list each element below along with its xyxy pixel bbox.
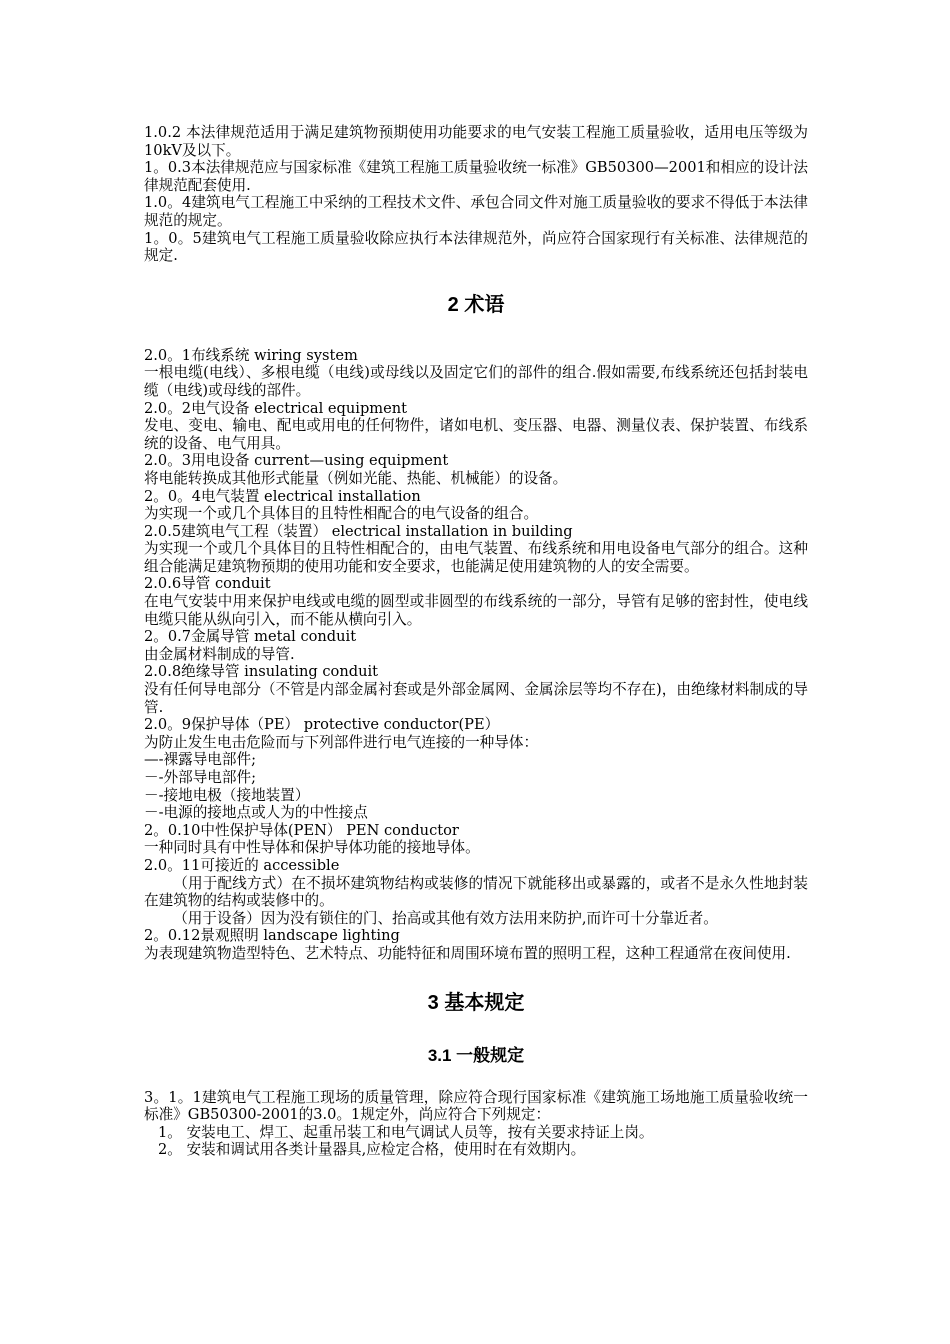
list-item: －-外部导电部件; [144,769,257,786]
term-definition: 为实现一个或几个具体目的且特性相配合的电气设备的组合。 [144,505,539,523]
clause-1-0-3: 1。0.3本法律规范应与国家标准《建筑工程施工质量验收统一标准》GB50300—2001和相应的设计法律规范配套使用. [144,159,808,194]
term-heading: 2.0。11可接近的 accessible [144,856,340,874]
clause-1-0-4: 1.0。4建筑电气工程施工中采纳的工程技术文件、承包合同文件对施工质量验收的要求不得低于本法律规范的规定。 [144,194,808,229]
document-page [144,124,808,1159]
term-heading: 2。0.12景观照明 landscape lighting [144,927,400,945]
list-item: —-裸露导电部件; [144,751,257,769]
section-2-title: 2 术语 [447,293,505,316]
term-definition: 为实现一个或几个具体目的且特性相配合的，由电气装置、布线系统和用电设备电气部分的组合。这种组合能满足建筑物预期的使用功能和安全要求，也能满足使用建筑物的人的安全需要。 [144,540,808,575]
list-item: －-接地电极（接地装置） [144,786,310,804]
term-definition: 一根电缆(电线）、多根电缆（电线)或母线以及固定它们的部件的组合.假如需要,布线系统还包括封装电缆（电线)或母线的部件。 [144,364,808,399]
section-3-1-title: 3.1 一般规定 [427,1045,525,1065]
section-3-body [144,1089,808,1159]
term-definition: 将电能转换成其他形式能量（例如光能、热能、机械能）的设备。 [144,469,568,487]
term-definition: 为防止发生电击危险而与下列部件进行电气连接的一种导体： [144,733,539,751]
numbered-item: 2。 安装和调试用各类计量器具,应检定合格，使用时在有效期内。 [158,1141,586,1159]
clause-3-1-1: 3。1。1建筑电气工程施工现场的质量管理，除应符合现行国家标准《建筑施工场地施工质量验收统一标准》GB50300-2001的3.0。1规定外，尚应符合下列规定： [144,1088,808,1124]
section-2-body [144,347,808,963]
numbered-item: 1。 安装电工、焊工、起重吊装工和电气调试人员等，按有关要求持证上岗。 [158,1123,654,1141]
term-definition: 由金属材料制成的导管. [144,645,295,663]
list-item: －-电源的接地点或人为的中性接点 [144,804,368,822]
section-3-title: 3 基本规定 [427,991,525,1014]
term-definition: 在电气安装中用来保护电线或电缆的圆型或非圆型的布线系统的一部分，导管有足够的密封性，使电线电缆只能从纵向引入，而不能从横向引入。 [144,593,808,628]
term-definition: 发电、变电、输电、配电或用电的任何物件，诸如电机、变压器、电器、测量仪表、保护装置、布线系统的设备、电气用具。 [144,417,808,452]
clause-1-0-5: 1。0。5建筑电气工程施工质量验收除应执行本法律规范外，尚应符合国家现行有关标准、法律规范的规定. [144,229,808,265]
term-definition: 没有任何导电部分（不管是内部金属衬套或是外部金属网、金属涂层等均不存在)，由绝缘材料制成的导管. [144,681,808,716]
term-definition: 一种同时具有中性导体和保护导体功能的接地导体。 [144,839,480,857]
term-definition: 为表现建筑物造型特色、艺术特点、功能特征和周围环境布置的照明工程，这种工程通常在夜间使用. [144,944,791,962]
term-heading: 2。0.10中性保护导体(PEN） PEN conductor [144,821,459,839]
term-heading: 2.0.5建筑电气工程（装置） electrical installation in building [144,522,573,540]
intro-section [144,124,808,265]
term-definition-indented: （用于配线方式）在不损坏建筑物结构或装修的情况下就能移出或暴露的，或者不是永久性地封装在建筑物的结构或装修中的。 [144,874,808,910]
term-heading: 2。0.7金属导管 metal conduit [144,628,357,646]
term-heading: 2.0.6导管 conduit [144,575,271,593]
term-heading: 2.0。2电气设备 electrical equipment [144,399,408,417]
term-heading: 2.0.8绝缘导管 insulating conduit [144,663,379,681]
term-heading: 2.0。1布线系统 wiring system [144,346,358,364]
term-heading: 2。0。4电气装置 electrical installation [144,487,421,505]
clause-1-0-2: 1.0.2 本法律规范适用于满足建筑物预期使用功能要求的电气安装工程施工质量验收，适用电压等级为10kV及以下。 [144,124,808,159]
term-definition-indented: （用于设备）因为没有锁住的门、抬高或其他有效方法用来防护,而许可十分靠近者。 [173,909,718,927]
term-heading: 2.0。3用电设备 current—using equipment [144,452,449,470]
term-heading: 2.0。9保护导体（PE） protective conductor(PE） [144,716,500,734]
